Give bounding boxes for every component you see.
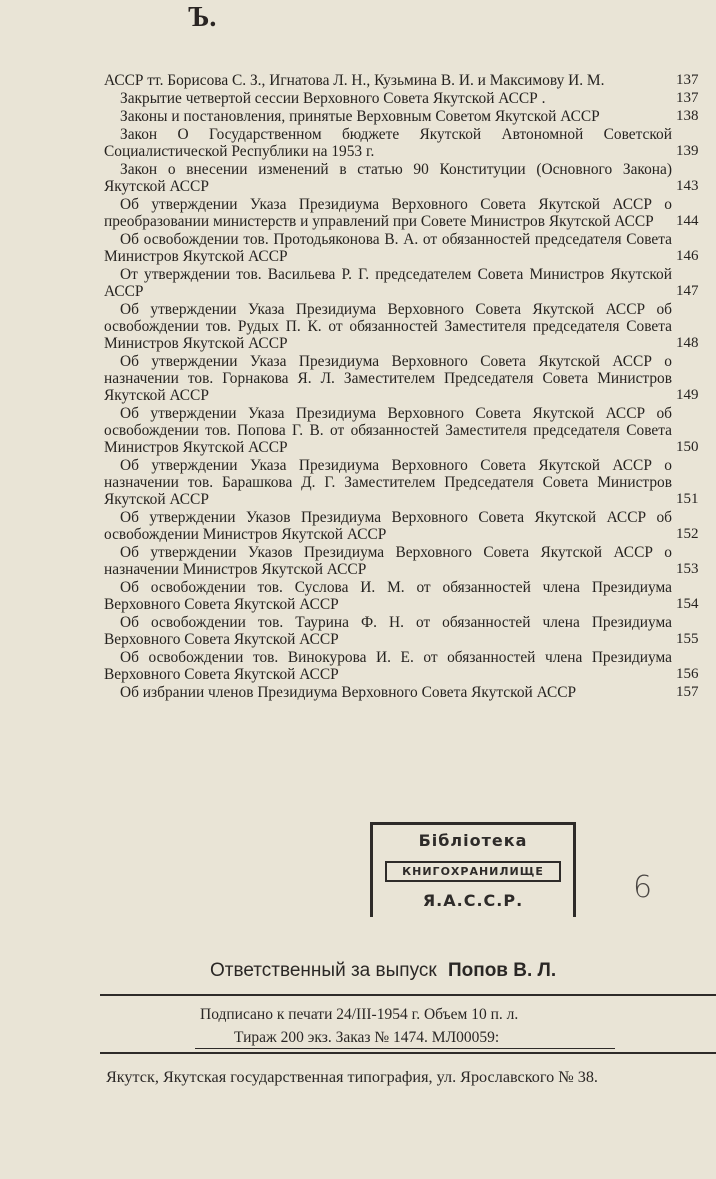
toc-entry-title: Об освобождении тов. Таурина Ф. Н. от обязанностей члена Президиума Верховного Совета Якутской АССР xyxy=(104,614,672,648)
toc-entry-title: Закон О Государственном бюджете Якутской Автономной Советской Социалистической Республики на 1953 г. xyxy=(104,126,672,160)
toc-entry xyxy=(104,457,699,508)
printer-line: Якутск, Якутская государственная типография, ул. Ярославского № 38. xyxy=(106,1068,598,1086)
toc-entry-title: Об утверждении Указов Президиума Верховного Совета Якутской АССР о назначении Министров Якутской АССР xyxy=(104,544,672,578)
toc-entry-title: Об утверждении Указа Президиума Верховного Совета Якутской АССР об освобождении тов. Рудых П. К. от обязанностей Заместителя председателя Совета Министров Якутской АССР xyxy=(104,301,672,352)
toc-entry-title: Закон о внесении изменений в статью 90 Конституции (Основного Закона) Якутской АССР xyxy=(104,161,672,195)
toc-entry-title: Об освобождении тов. Винокурова И. Е. от обязанностей члена Президиума Верховного Совета Якутской АССР xyxy=(104,649,672,683)
stamp-line-2: КНИГОХРАНИЛИЩЕ xyxy=(385,861,561,882)
divider-thin xyxy=(195,1048,615,1049)
toc-entry-title: Законы и постановления, принятые Верховным Советом Якутской АССР xyxy=(120,108,600,125)
toc-entry-page: 146 xyxy=(676,248,699,264)
responsible-label: Ответственный за выпуск xyxy=(210,960,437,981)
table-of-contents xyxy=(104,72,699,702)
toc-entry-page: 147 xyxy=(676,283,699,299)
divider-top xyxy=(100,994,716,996)
imprint-line-1: Подписано к печати 24/III-1954 г. Объем 10 п. л. xyxy=(200,1006,519,1023)
toc-entry-page: 157 xyxy=(676,684,699,700)
toc-entry xyxy=(104,353,699,404)
toc-entry-page: 148 xyxy=(676,335,699,351)
toc-entry xyxy=(104,266,699,300)
page-number: 6 xyxy=(633,870,653,905)
imprint-line-2: Тираж 200 экз. Заказ № 1474. МЛ00059: xyxy=(234,1029,500,1046)
toc-entry-title: Об утверждении Указа Президиума Верховного Совета Якутской АССР о преобразовании министерств и управлений при Совете Министров Якутской АССР xyxy=(104,196,672,230)
toc-entry-page: 155 xyxy=(676,631,699,647)
toc-entry xyxy=(104,579,699,613)
toc-entry-page: 137 xyxy=(676,72,699,88)
toc-entry-page: 143 xyxy=(676,178,699,194)
toc-entry xyxy=(104,231,699,265)
toc-entry-title: Об утверждении Указов Президиума Верховного Совета Якутской АССР об освобождении Министров Якутской АССР xyxy=(104,509,672,543)
toc-entry xyxy=(104,126,699,160)
divider-bottom xyxy=(100,1052,716,1054)
toc-entry-page: 149 xyxy=(676,387,699,403)
toc-entry xyxy=(104,301,699,352)
toc-entry-page: 144 xyxy=(676,213,699,229)
responsible-name: Попов В. Л. xyxy=(447,960,557,981)
toc-entry xyxy=(104,72,699,89)
toc-entry xyxy=(104,614,699,648)
toc-entry-page: 152 xyxy=(676,526,699,542)
top-mark: Ъ. xyxy=(188,2,217,33)
toc-entry-page: 139 xyxy=(676,143,699,159)
toc-entry-page: 151 xyxy=(676,491,699,507)
toc-entry xyxy=(104,509,699,543)
toc-entry xyxy=(104,544,699,578)
toc-entry-title: Об освобождении тов. Протодьяконова В. А. от обязанностей председателя Совета Министров Якутской АССР xyxy=(104,231,672,265)
toc-entry-title: Об утверждении Указа Президиума Верховного Совета Якутской АССР об освобождении тов. Попова Г. В. от обязанностей Заместителя председателя Совета Министров Якутской АССР xyxy=(104,405,672,456)
stamp-line-3: Я.А.С.С.Р. xyxy=(422,891,524,910)
toc-entry-page: 150 xyxy=(676,439,699,455)
toc-entry-title: От утверждении тов. Васильева Р. Г. председателем Совета Министров Якутской АССР xyxy=(104,266,672,300)
toc-entry xyxy=(104,649,699,683)
toc-entry-title: Об утверждении Указа Президиума Верховного Совета Якутской АССР о назначении тов. Барашкова Д. Г. Заместителем Председателя Совета Министров Якутской АССР xyxy=(104,457,672,508)
toc-entry xyxy=(104,196,699,230)
toc-entry-title: АССР тт. Борисова С. З., Игнатова Л. Н., Кузьмина В. И. и Максимову И. М. xyxy=(104,72,605,89)
toc-entry-title: Об избрании членов Президиума Верховного Совета Якутской АССР xyxy=(120,684,577,701)
toc-entry-page: 154 xyxy=(676,596,699,612)
toc-entry xyxy=(104,405,699,456)
toc-entry-title: Об утверждении Указа Президиума Верховного Совета Якутской АССР о назначении тов. Горнакова Я. Л. Заместителем Председателя Совета Министров Якутской АССР xyxy=(104,353,672,404)
stamp-line-1: Бiблiотека xyxy=(418,831,528,850)
toc-entry-page: 153 xyxy=(676,561,699,577)
toc-entry-page: 156 xyxy=(676,666,699,682)
toc-entry-page: 138 xyxy=(676,108,699,124)
imprint xyxy=(200,1003,518,1049)
toc-entry-title: Закрытие четвертой сессии Верховного Совета Якутской АССР . xyxy=(120,90,546,107)
toc-entry xyxy=(104,108,699,125)
toc-entry-title: Об освобождении тов. Суслова И. М. от обязанностей члена Президиума Верховного Совета Якутской АССР xyxy=(104,579,672,613)
responsible-editor xyxy=(210,960,556,982)
library-stamp xyxy=(370,822,576,917)
toc-entry-page: 137 xyxy=(676,90,699,106)
toc-entry xyxy=(104,684,699,701)
toc-entry xyxy=(104,90,699,107)
toc-entry xyxy=(104,161,699,195)
